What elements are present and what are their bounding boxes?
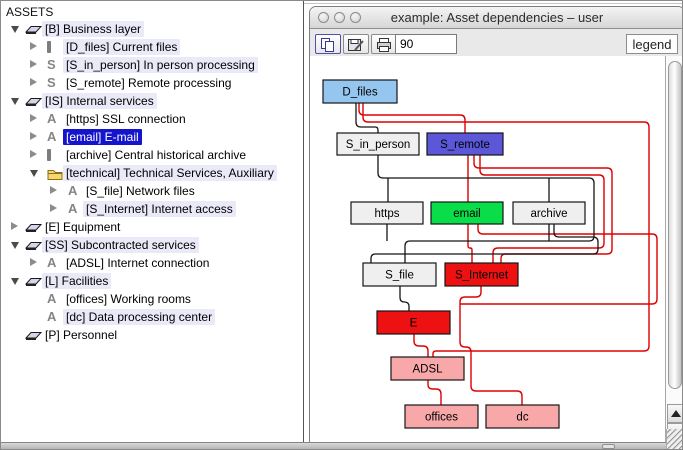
tree-item-label[interactable]: [B] Business layer xyxy=(42,21,144,37)
chevron-down-icon[interactable] xyxy=(11,98,19,105)
scrollbar-thumb[interactable] xyxy=(668,61,682,389)
tree-item-label[interactable]: [https] SSL connection xyxy=(66,112,186,126)
tree-item-l[interactable] xyxy=(1,272,301,290)
tree-item-label[interactable]: [email] E-mail xyxy=(63,129,142,145)
chevron-right-icon[interactable] xyxy=(50,186,57,194)
vertical-scrollbar[interactable] xyxy=(665,56,683,443)
node-label: email xyxy=(453,208,481,220)
layer-icon xyxy=(25,329,42,347)
tree-item-archive[interactable] xyxy=(1,146,301,164)
tree-item-label[interactable]: [SS] Subcontracted services xyxy=(42,237,199,253)
node-dc[interactable] xyxy=(486,405,559,428)
tree-item-offices[interactable] xyxy=(1,290,301,308)
bottom-bar xyxy=(1,442,683,450)
node-label: ADSL xyxy=(412,363,443,376)
diagram-canvas[interactable] xyxy=(310,56,683,441)
node-S_file[interactable] xyxy=(363,263,436,286)
tree-item-email[interactable] xyxy=(1,128,301,146)
application-icon: A xyxy=(47,309,57,324)
copy-icon xyxy=(316,37,340,53)
tree-item-ss[interactable] xyxy=(1,236,301,254)
window-title: example: Asset dependencies – user xyxy=(390,10,604,25)
tree-item-label[interactable]: [S_Internet] Internet access xyxy=(83,201,236,217)
node-S_in_person[interactable] xyxy=(337,133,419,155)
chevron-down-icon[interactable] xyxy=(11,278,19,285)
tree-item-label[interactable]: [S_file] Network files xyxy=(86,184,195,198)
chevron-right-icon[interactable] xyxy=(11,222,18,230)
save-button[interactable] xyxy=(343,34,369,54)
bottom-notch xyxy=(602,444,615,449)
tree-item-s_in_person[interactable] xyxy=(1,56,301,74)
node-offices[interactable] xyxy=(405,405,478,428)
node-label: offices xyxy=(424,411,459,424)
node-S_Internet[interactable] xyxy=(445,263,518,286)
copy-button[interactable] xyxy=(315,34,341,54)
tree-item-p[interactable] xyxy=(1,326,301,344)
node-label: dc xyxy=(516,411,529,424)
tree-panel-border xyxy=(303,1,304,442)
legend-button[interactable]: legend xyxy=(626,34,678,54)
title-bar[interactable] xyxy=(310,7,683,29)
node-S_remote[interactable] xyxy=(427,133,503,155)
tree-item-label[interactable]: [S_remote] Remote processing xyxy=(66,76,232,90)
tree-item-https[interactable] xyxy=(1,110,301,128)
tree-item-label[interactable]: [E] Equipment xyxy=(45,220,121,234)
toolbar xyxy=(310,29,683,57)
node-E[interactable] xyxy=(377,311,450,334)
back-window-edge xyxy=(304,3,683,4)
chevron-right-icon[interactable] xyxy=(30,42,37,50)
tree-item-b[interactable] xyxy=(1,20,301,38)
chevron-right-icon[interactable] xyxy=(30,150,37,158)
node-label: S_remote xyxy=(440,139,490,151)
tree-item-adsl[interactable] xyxy=(1,254,301,272)
node-https[interactable] xyxy=(351,202,423,224)
tree-item-label[interactable]: [P] Personnel xyxy=(45,328,118,342)
chevron-down-icon[interactable] xyxy=(11,242,19,249)
chevron-right-icon[interactable] xyxy=(30,132,37,140)
save-icon xyxy=(344,37,368,53)
dependency-edge-red xyxy=(468,224,472,263)
node-ADSL[interactable] xyxy=(391,357,464,380)
chevron-right-icon[interactable] xyxy=(50,204,57,212)
application-icon: A xyxy=(47,129,57,144)
tree-item-s_file[interactable] xyxy=(1,182,301,200)
tree-item-label[interactable]: [technical] Technical Services, Auxiliary xyxy=(63,165,277,181)
data-asset-icon xyxy=(47,149,51,161)
node-label: E xyxy=(409,317,418,330)
data-asset-icon xyxy=(47,41,51,53)
node-label: S_in_person xyxy=(345,139,411,151)
node-archive[interactable] xyxy=(513,202,585,224)
chevron-right-icon[interactable] xyxy=(30,258,37,266)
node-label: S_file xyxy=(385,269,414,282)
tree-item-label[interactable]: [dc] Data processing center xyxy=(63,309,215,325)
dependency-edge-red xyxy=(414,334,428,357)
tree-item-label[interactable]: [L] Facilities xyxy=(42,273,111,289)
node-label: archive xyxy=(530,208,568,220)
application-icon: A xyxy=(47,255,57,270)
chevron-down-icon[interactable] xyxy=(30,170,38,177)
tree-item-dc[interactable] xyxy=(1,308,301,326)
tree-item-label[interactable]: [ADSL] Internet connection xyxy=(66,256,210,270)
chevron-right-icon[interactable] xyxy=(30,78,37,86)
tree-item-d_files[interactable] xyxy=(1,38,301,56)
tree-item-label[interactable]: [offices] Working rooms xyxy=(66,292,191,306)
dependency-edge-black xyxy=(400,286,409,311)
tree-title: ASSETS xyxy=(6,5,54,19)
print-button[interactable] xyxy=(371,34,397,54)
resize-grip-icon[interactable] xyxy=(666,429,683,449)
zoom-input[interactable] xyxy=(395,34,457,54)
tree-item-e[interactable] xyxy=(1,218,301,236)
tree-item-s_internet[interactable] xyxy=(1,200,301,218)
tree-item-label[interactable]: [archive] Central historical archive xyxy=(66,148,247,162)
tree-item-label[interactable]: [IS] Internal services xyxy=(42,93,157,109)
dependency-graph xyxy=(310,56,665,443)
chevron-right-icon[interactable] xyxy=(30,60,37,68)
tree-item-label[interactable]: [S_in_person] In person processing xyxy=(63,57,258,73)
print-icon xyxy=(372,37,396,53)
tree-item-is[interactable] xyxy=(1,92,301,110)
dependencies-window xyxy=(309,6,683,450)
asset-tree-panel xyxy=(1,1,303,442)
service-icon: S xyxy=(47,75,56,90)
node-label: S_Internet xyxy=(454,269,509,282)
node-D_files[interactable] xyxy=(323,80,397,103)
dependency-edge-red xyxy=(359,103,465,133)
tree-item-label[interactable]: [D_files] Current files xyxy=(63,39,180,55)
application-icon: A xyxy=(47,111,57,126)
node-label: D_files xyxy=(342,86,378,99)
scroll-up-arrow-icon[interactable] xyxy=(667,404,683,423)
tree-item-technical[interactable] xyxy=(1,164,301,182)
node-label: https xyxy=(374,208,400,220)
service-icon: S xyxy=(47,57,56,72)
application-icon: A xyxy=(47,291,57,306)
chevron-down-icon[interactable] xyxy=(11,26,19,33)
chevron-right-icon[interactable] xyxy=(30,114,37,122)
tree-item-s_remote[interactable] xyxy=(1,74,301,92)
node-email[interactable] xyxy=(431,202,503,224)
dependency-edge-red xyxy=(428,380,441,405)
application-icon: A xyxy=(68,183,78,198)
application-icon: A xyxy=(68,201,78,216)
